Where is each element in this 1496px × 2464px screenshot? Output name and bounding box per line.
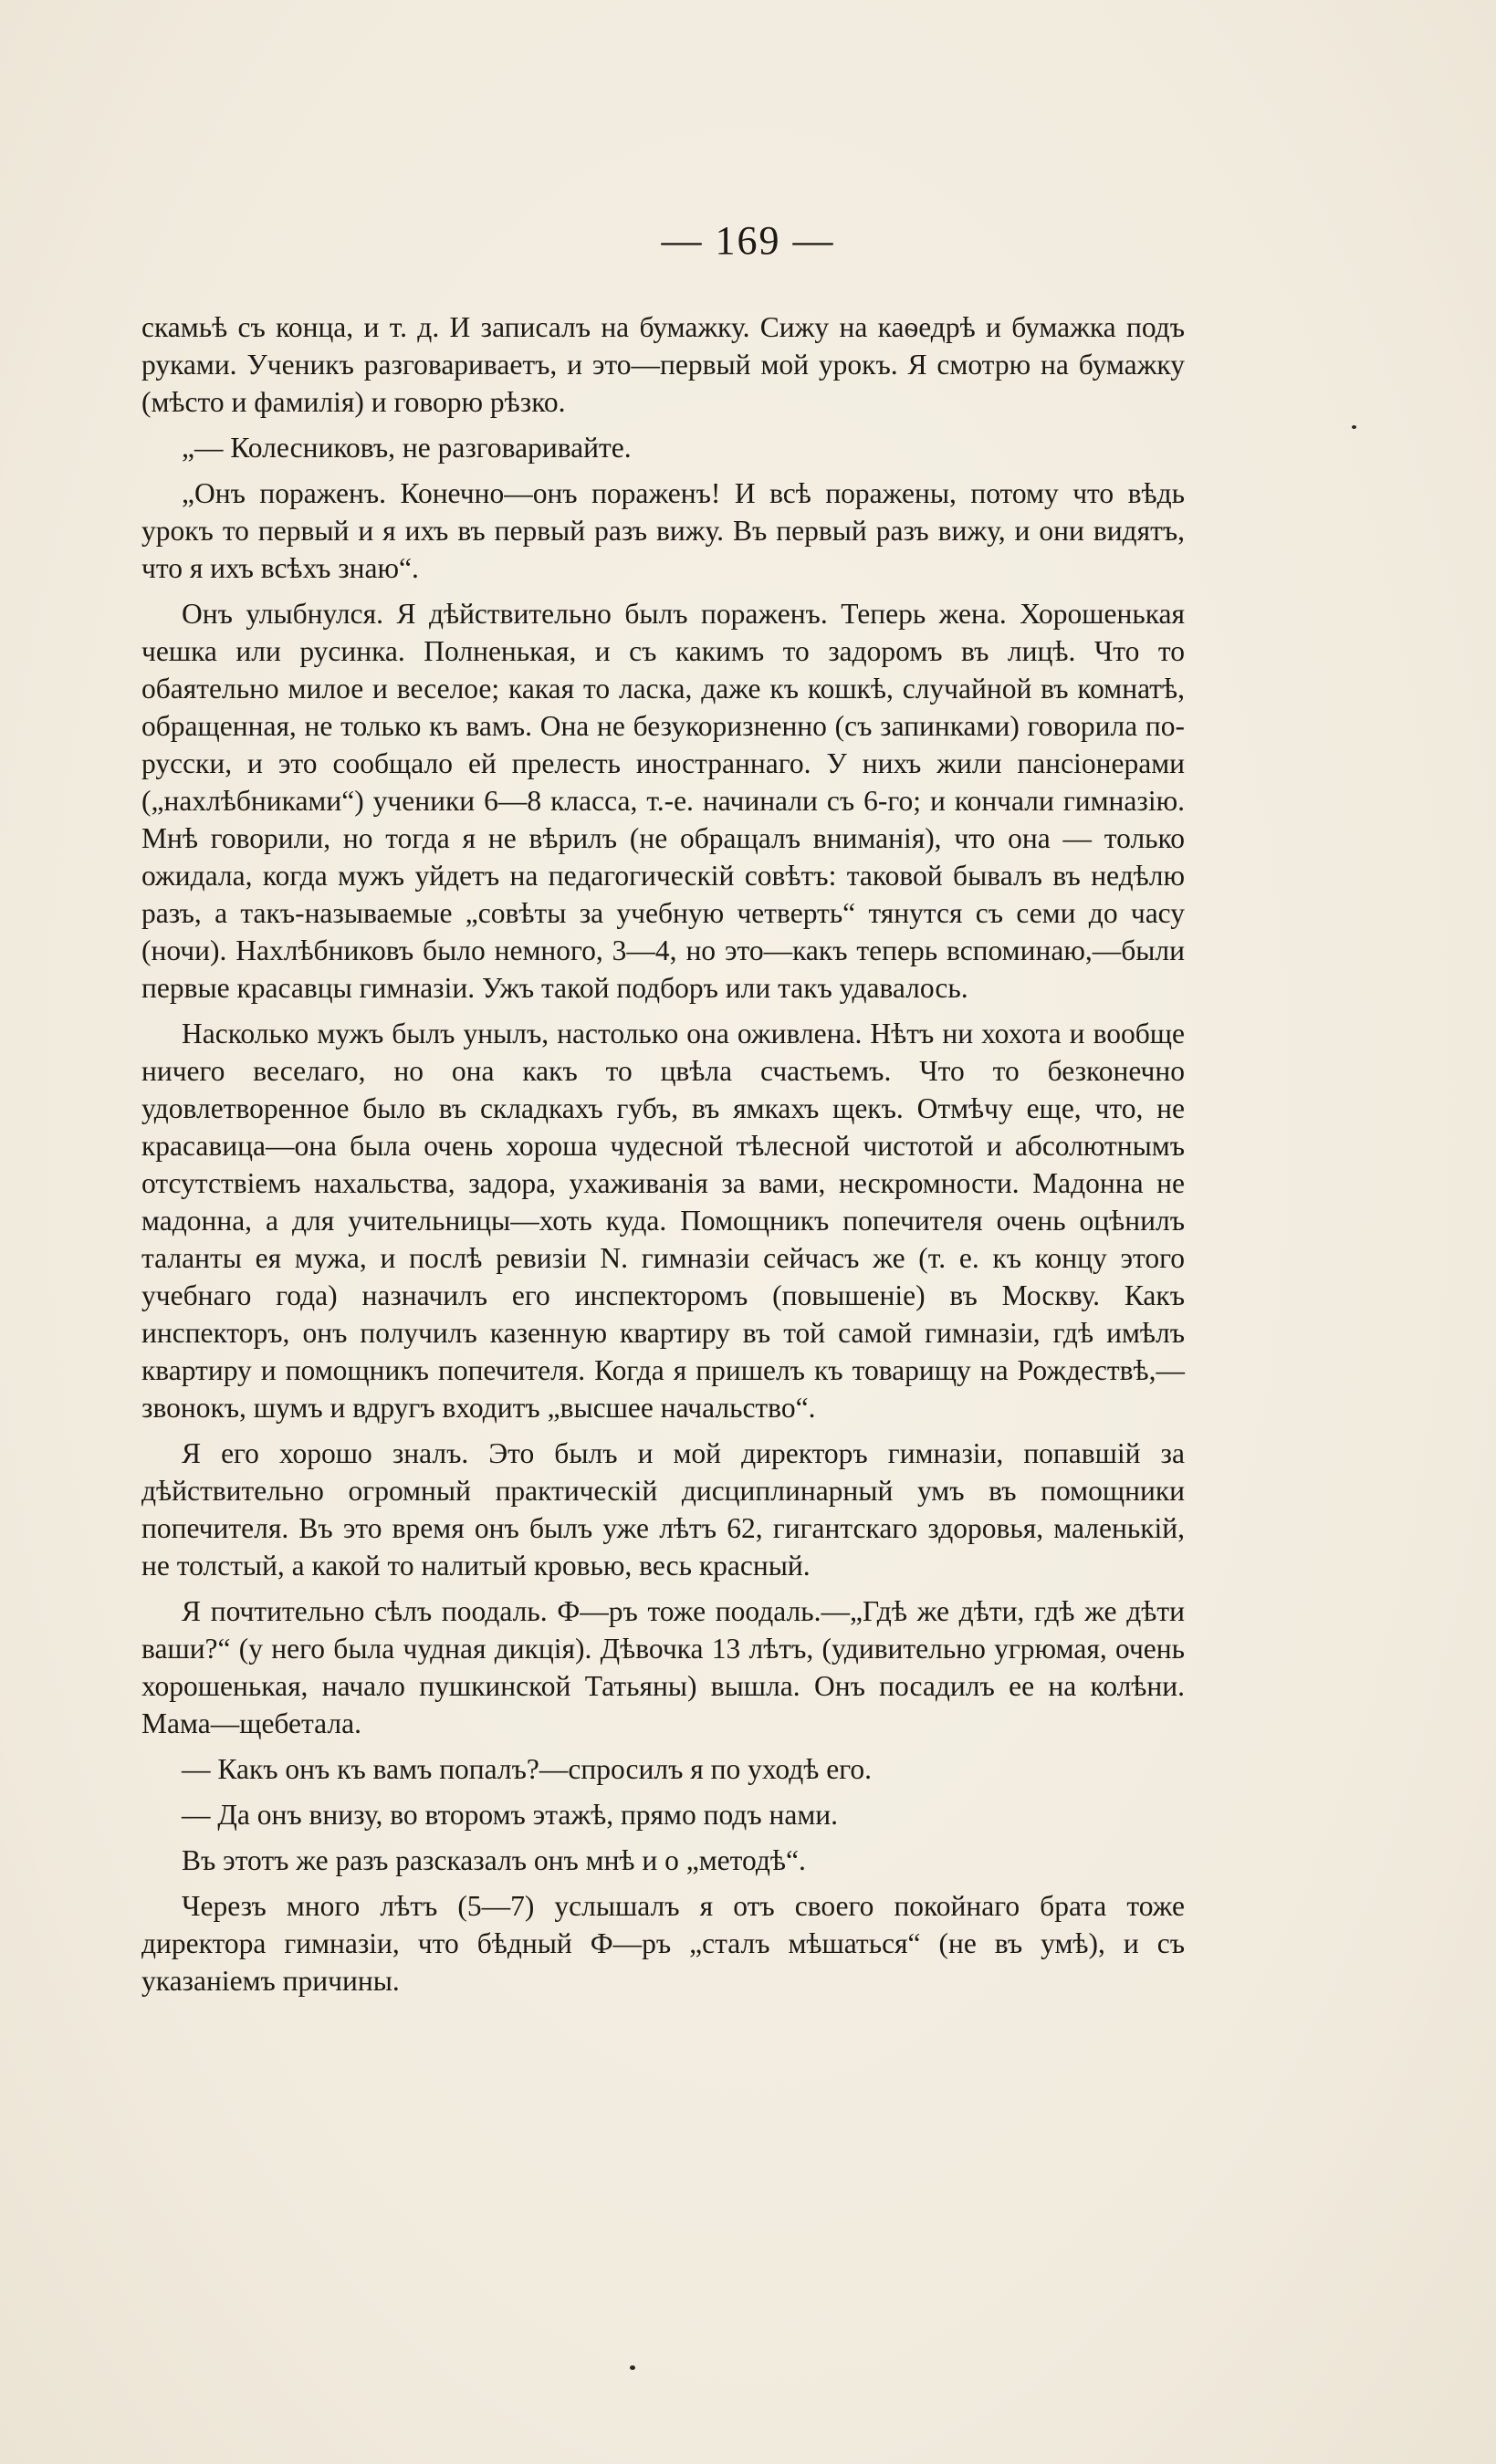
paragraph-quote-dialogue: „— Колесниковъ, не разговаривайте. bbox=[182, 432, 632, 464]
paragraph-dialogue: — Да онъ внизу, во второмъ этажѣ, прямо подъ нами. bbox=[182, 1799, 838, 1831]
paragraph: Я его хорошо зналъ. Это былъ и мой директоръ гимназіи, попавшій за дѣйствительно огромный практическій дисциплинарный умъ въ помощники попечителя. Въ это время онъ былъ уже лѣтъ 62, гигантскаго здоровья, маленькій, не толстый, а какой то налитый кровью, весь красный. bbox=[141, 1437, 1185, 1582]
paragraph-continuation: скамьѣ съ конца, и т. д. И записалъ на бумажку. Сижу на каѳедрѣ и бумажка подъ руками. Ученикъ разговариваетъ, и это—первый мой урокъ. Я смотрю на бумажку (мѣсто и фамилія) и говорю рѣзко. bbox=[141, 311, 1185, 418]
paragraph: Черезъ много лѣтъ (5—7) услышалъ я отъ своего покойнаго брата тоже директора гимназіи, что бѣдный Ф—ръ „сталъ мѣшаться“ (не въ умѣ), и съ указаніемъ причины. bbox=[141, 1890, 1185, 1997]
body-text bbox=[141, 308, 1185, 2008]
ink-speck bbox=[630, 2365, 635, 2370]
paragraph-dialogue: — Какъ онъ къ вамъ попалъ?—спросилъ я по уходѣ его. bbox=[182, 1753, 872, 1785]
paragraph: „Онъ пораженъ. Конечно—онъ пораженъ! И всѣ поражены, потому что вѣдь урокъ то первый и я ихъ въ первый разъ вижу. Въ первый разъ вижу, и они видятъ, что я ихъ всѣхъ знаю“. bbox=[141, 477, 1185, 584]
paragraph: Я почтительно сѣлъ поодаль. Ф—ръ тоже поодаль.—„Гдѣ же дѣти, гдѣ же дѣти ваши?“ (у него была чудная дикція). Дѣвочка 13 лѣтъ, (удивительно угрюмая, очень хорошенькая, начало пушкинской Татьяны) вышла. Онъ посадилъ ее на колѣни. Мама—щебетала. bbox=[141, 1595, 1185, 1739]
page-number: — 169 — bbox=[661, 218, 835, 263]
ink-speck bbox=[1352, 425, 1356, 429]
paragraph: Насколько мужъ былъ унылъ, настолько она оживлена. Нѣтъ ни хохота и вообще ничего веселаго, но она какъ то цвѣла счастьемъ. Что то безконечно удовлетворенное было въ складкахъ губъ, въ ямкахъ щекъ. Отмѣчу еще, что, не красавица—она была очень хороша чудесной тѣлесной чистотой и абсолютнымъ отсутствіемъ нахальства, задора, ухаживанія за вами, нескромности. Мадонна не мадонна, а для учительницы—хоть куда. Помощникъ попечителя очень оцѣнилъ таланты ея мужа, и послѣ ревизіи N. гимназіи сейчасъ же (т. е. къ концу этого учебнаго года) назначилъ его инспекторомъ (повышеніе) въ Москву. Какъ инспекторъ, онъ получилъ казенную квартиру въ той самой гимназіи, гдѣ имѣлъ квартиру и помощникъ попечителя. Когда я пришелъ къ товарищу на Рождествѣ,—звонокъ, шумъ и вдругъ входитъ „высшее начальство“. bbox=[141, 1018, 1185, 1424]
paragraph: Въ этотъ же разъ разсказалъ онъ мнѣ и о „методѣ“. bbox=[182, 1844, 806, 1876]
paragraph: Онъ улыбнулся. Я дѣйствительно былъ пораженъ. Теперь жена. Хорошенькая чешка или русинка. Полненькая, и съ какимъ то задоромъ въ лицѣ. Что то обаятельно милое и веселое; какая то ласка, даже къ кошкѣ, случайной въ комнатѣ, обращенная, не только къ вамъ. Она не безукоризненно (съ запинками) говорила по-русски, и это сообщало ей прелесть иностраннаго. У нихъ жили пансіонерами („нахлѣбниками“) ученики 6—8 класса, т.-е. начинали съ 6-го; и кончали гимназію. Мнѣ говорили, но тогда я не вѣрилъ (не обращалъ вниманія), что она — только ожидала, когда мужъ уйдетъ на педагогическій совѣтъ: таковой бывалъ въ недѣлю разъ, а такъ-называемые „совѣты за учебную четверть“ тянутся съ семи до часу (ночи). Нахлѣбниковъ было немного, 3—4, но это—какъ теперь вспоминаю,—были первые красавцы гимназіи. Ужъ такой подборъ или такъ удавалось. bbox=[141, 598, 1185, 1004]
